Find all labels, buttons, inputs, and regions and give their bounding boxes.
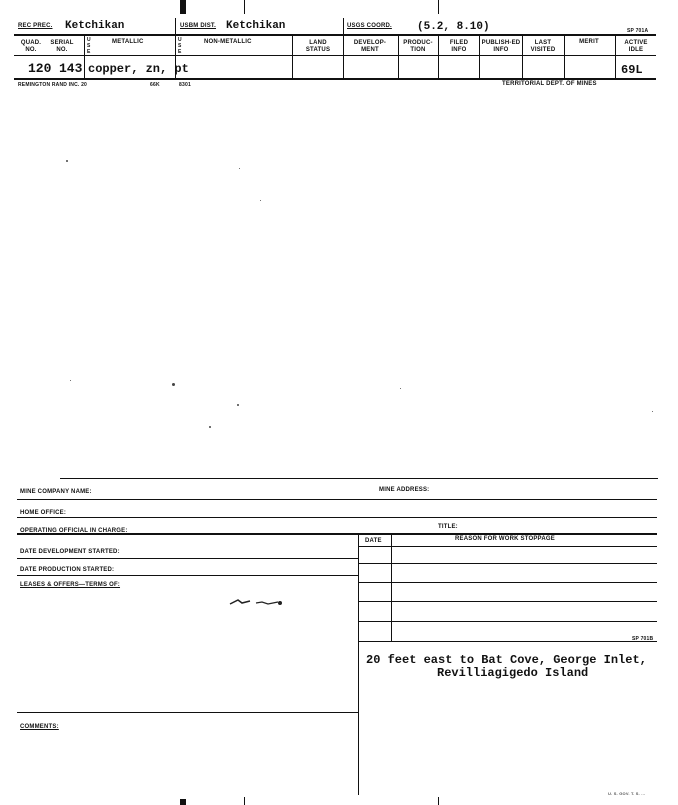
form-rule	[17, 499, 657, 500]
reason-column-header: REASON FOR WORK STOPPAGE	[455, 536, 555, 542]
col-published-info: PUBLISH-ED INFO	[481, 40, 521, 53]
col-production: PRODUC-TION	[403, 40, 433, 53]
form-number: SP 701A	[627, 28, 649, 34]
record-quad-no: 120	[28, 61, 52, 76]
form-rule	[17, 558, 358, 559]
usbm-dist-value: Ketchikan	[226, 20, 286, 32]
col-metallic: METALLIC	[112, 39, 144, 45]
usgs-coord-value: (5.2, 8.10)	[417, 21, 490, 33]
usbm-dist-label: USBM DIST.	[180, 23, 217, 29]
registration-tick	[438, 0, 439, 14]
stoppage-date-divider	[391, 533, 392, 641]
mine-address-label: MINE ADDRESS:	[379, 487, 430, 493]
registration-mark	[180, 799, 186, 805]
pencil-scribble	[228, 595, 288, 609]
form-rule	[17, 517, 657, 518]
date-production-started-label: DATE PRODUCTION STARTED:	[20, 567, 115, 573]
record-active-idle: 69L	[621, 63, 643, 77]
usgs-coord-label: USGS COORD.	[347, 23, 392, 29]
rec-prec-value: Ketchikan	[65, 20, 125, 32]
col-use-nonmetallic: U S E	[178, 37, 182, 55]
col-divider	[522, 35, 523, 78]
printer-code-1: 66K	[150, 82, 160, 88]
date-development-started-label: DATE DEVELOPMENT STARTED:	[20, 549, 120, 555]
header-rule	[14, 34, 656, 36]
col-filed-info: FILED INFO	[449, 40, 469, 53]
col-divider	[479, 35, 480, 78]
record-serial-no: 143	[59, 61, 83, 76]
form-rule	[17, 533, 657, 535]
leases-offers-label: LEASES & OFFERS—TERMS OF:	[20, 582, 121, 588]
location-line-2: Revilliagigedo Island	[437, 666, 589, 680]
stoppage-row-rule	[358, 621, 657, 622]
form-rule	[17, 712, 358, 713]
record-metallic: copper, zn, pt	[88, 62, 189, 76]
card-edge-line	[60, 478, 658, 479]
comments-label: COMMENTS:	[20, 724, 59, 730]
col-serial-no: SERIAL NO.	[50, 40, 74, 53]
stoppage-row-rule	[358, 641, 657, 642]
location-line-1: 20 feet east to Bat Cove, George Inlet,	[366, 653, 647, 667]
home-office-label: HOME OFFICE:	[20, 510, 67, 516]
stoppage-row-rule	[358, 582, 657, 583]
lower-form-number: SP 701B	[632, 636, 654, 642]
department-imprint: TERRITORIAL DEPT. OF MINES	[502, 81, 597, 87]
col-divider	[615, 35, 616, 78]
bottom-imprint: U. S. GOV. T. S. ...	[608, 791, 646, 796]
col-active-idle: ACTIVE IDLE	[624, 40, 648, 53]
col-use-metallic: U S E	[87, 37, 91, 55]
column-header-rule	[14, 55, 656, 56]
registration-tick	[438, 797, 439, 805]
printer-imprint: REMINGTON RAND INC. 20	[18, 82, 88, 88]
col-quad-no: QUAD. NO.	[20, 40, 42, 53]
record-bottom-rule	[14, 78, 656, 80]
col-divider	[398, 35, 399, 78]
col-non-metallic: NON-METALLIC	[204, 39, 252, 45]
stoppage-row-rule	[358, 601, 657, 602]
stoppage-table-left	[358, 533, 359, 795]
operating-official-label: OPERATING OFFICIAL IN CHARGE:	[20, 528, 128, 534]
col-divider	[292, 35, 293, 78]
col-divider	[564, 35, 565, 78]
col-last-visited: LAST VISITED	[530, 40, 556, 53]
header-divider	[343, 18, 344, 78]
title-label: TITLE:	[438, 524, 458, 530]
registration-mark	[180, 0, 186, 14]
date-column-header: DATE	[365, 538, 382, 544]
form-rule	[17, 575, 358, 576]
col-divider	[438, 35, 439, 78]
printer-code-2: 8301	[179, 82, 191, 88]
rec-prec-label: REC PREC.	[18, 23, 53, 29]
col-merit: MERIT	[579, 39, 599, 45]
registration-tick	[244, 797, 245, 805]
col-divider	[84, 35, 85, 78]
registration-tick	[244, 0, 245, 14]
col-land-status: LAND STATUS	[305, 40, 331, 53]
mine-company-name-label: MINE COMPANY NAME:	[20, 489, 92, 495]
stoppage-row-rule	[358, 546, 657, 547]
col-development: DEVELOP-MENT	[353, 40, 387, 53]
stoppage-row-rule	[358, 563, 657, 564]
